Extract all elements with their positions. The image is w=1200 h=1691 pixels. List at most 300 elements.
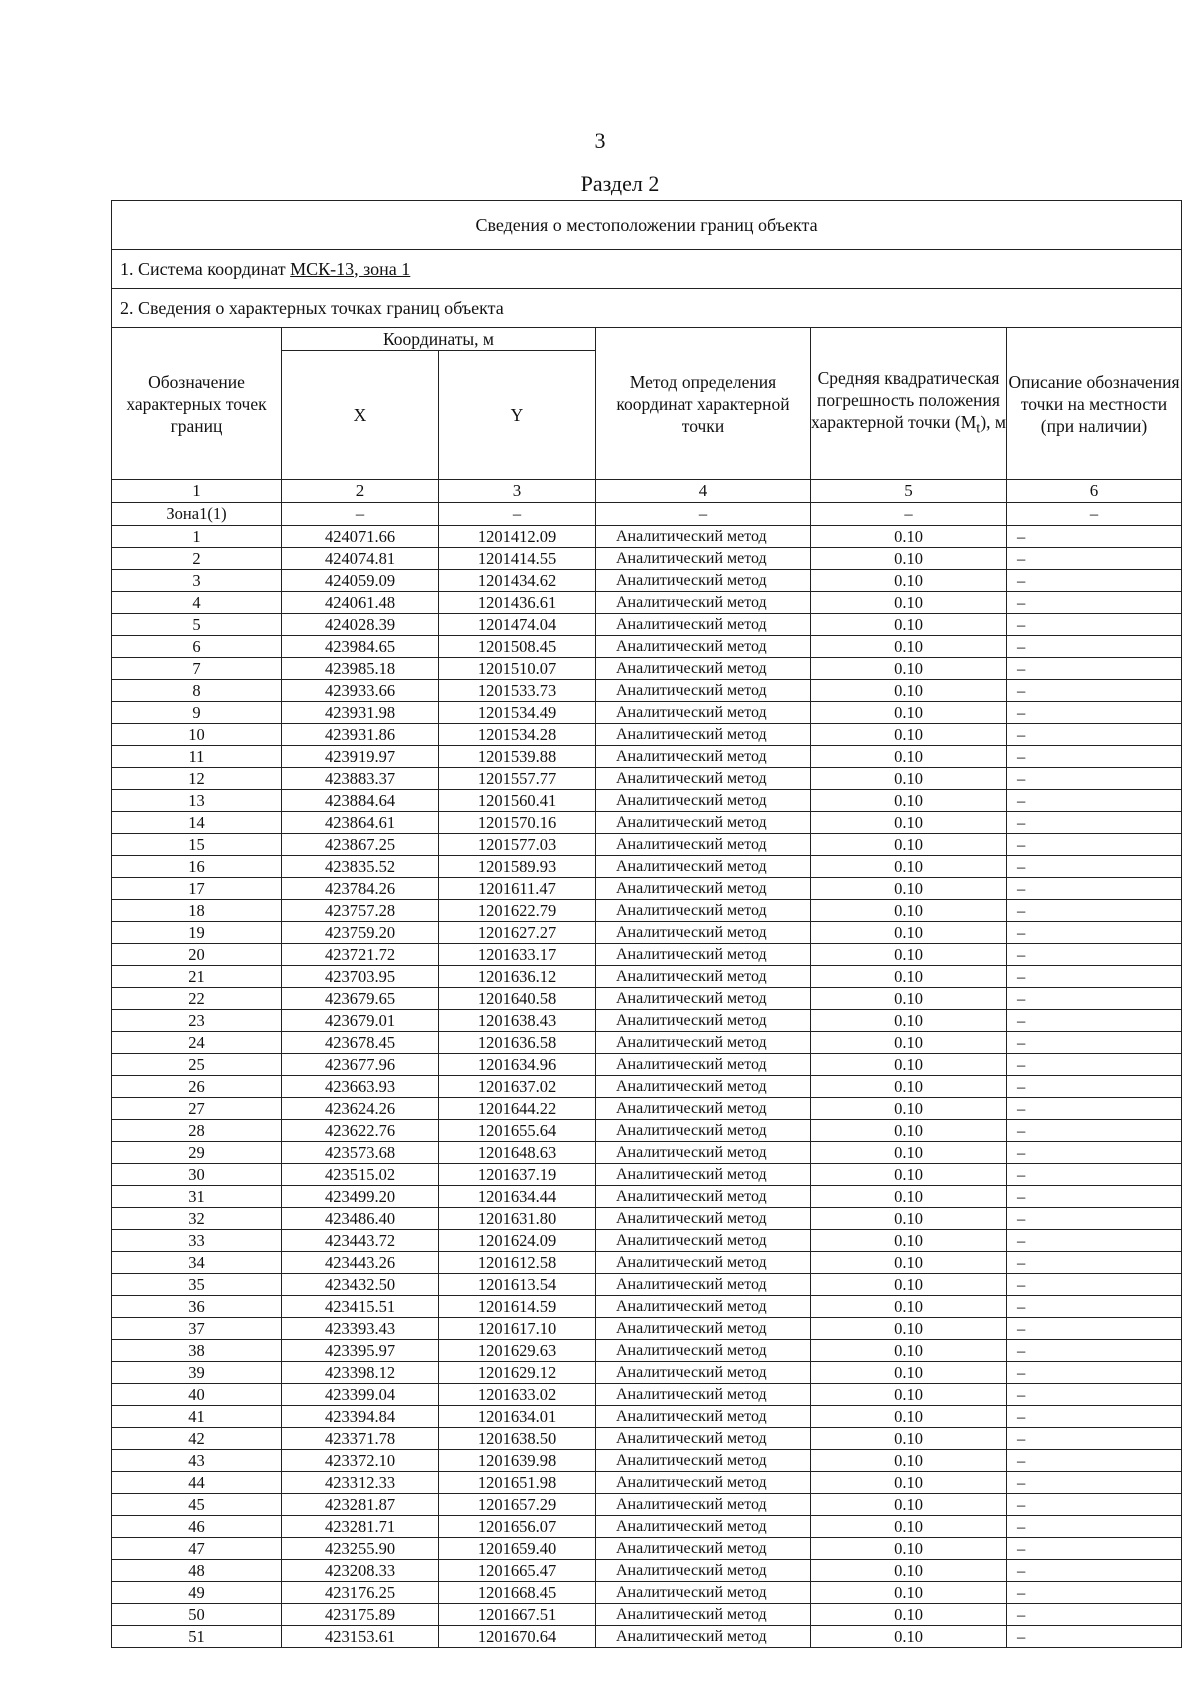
error-value-cell: 0.10	[811, 1252, 1007, 1274]
point-number-cell: 38	[112, 1340, 282, 1362]
error-value-cell: 0.10	[811, 1626, 1007, 1648]
point-number-cell: 17	[112, 878, 282, 900]
method-cell: Аналитический метод	[596, 1604, 811, 1626]
error-value-cell: 0.10	[811, 900, 1007, 922]
coord-y-cell: 1201629.63	[439, 1340, 596, 1362]
coord-x-cell: 423757.28	[282, 900, 439, 922]
zone-cell: –	[811, 503, 1007, 526]
error-value-cell: 0.10	[811, 1208, 1007, 1230]
coord-x-cell: 423281.87	[282, 1494, 439, 1516]
method-cell: Аналитический метод	[596, 878, 811, 900]
coord-x-cell: 423624.26	[282, 1098, 439, 1120]
method-cell: Аналитический метод	[596, 1164, 811, 1186]
coord-x-cell: 423622.76	[282, 1120, 439, 1142]
coord-y-cell: 1201665.47	[439, 1560, 596, 1582]
zone-cell: –	[439, 503, 596, 526]
coord-x-cell: 423573.68	[282, 1142, 439, 1164]
coord-x-cell: 423679.65	[282, 988, 439, 1010]
description-cell: –	[1007, 1208, 1182, 1230]
coord-y-cell: 1201622.79	[439, 900, 596, 922]
error-value-cell: 0.10	[811, 592, 1007, 614]
table-row	[112, 966, 1182, 988]
point-number-cell: 24	[112, 1032, 282, 1054]
table-row	[112, 1274, 1182, 1296]
description-cell: –	[1007, 1516, 1182, 1538]
coord-y-cell: 1201624.09	[439, 1230, 596, 1252]
column-number: 3	[439, 480, 596, 503]
coordinate-system-line	[112, 250, 1182, 289]
error-value-cell: 0.10	[811, 1428, 1007, 1450]
coord-y-cell: 1201534.28	[439, 724, 596, 746]
description-cell: –	[1007, 658, 1182, 680]
method-cell: Аналитический метод	[596, 1076, 811, 1098]
description-cell: –	[1007, 1098, 1182, 1120]
description-cell: –	[1007, 702, 1182, 724]
table-row	[112, 1098, 1182, 1120]
coord-y-cell: 1201534.49	[439, 702, 596, 724]
coord-x-cell: 423399.04	[282, 1384, 439, 1406]
description-cell: –	[1007, 1120, 1182, 1142]
point-number-cell: 32	[112, 1208, 282, 1230]
coord-y-cell: 1201557.77	[439, 768, 596, 790]
column-number: 2	[282, 480, 439, 503]
point-number-cell: 44	[112, 1472, 282, 1494]
coord-y-cell: 1201656.07	[439, 1516, 596, 1538]
point-number-cell: 46	[112, 1516, 282, 1538]
coord-x-cell: 423931.86	[282, 724, 439, 746]
point-number-cell: 33	[112, 1230, 282, 1252]
table-row	[112, 988, 1182, 1010]
method-cell: Аналитический метод	[596, 944, 811, 966]
coord-x-cell: 423312.33	[282, 1472, 439, 1494]
coord-x-cell: 423393.43	[282, 1318, 439, 1340]
coord-x-cell: 423443.72	[282, 1230, 439, 1252]
coord-y-cell: 1201613.54	[439, 1274, 596, 1296]
table-row	[112, 1186, 1182, 1208]
coord-y-cell: 1201629.12	[439, 1362, 596, 1384]
table-row	[112, 724, 1182, 746]
point-number-cell: 19	[112, 922, 282, 944]
point-number-cell: 27	[112, 1098, 282, 1120]
point-number-cell: 14	[112, 812, 282, 834]
description-cell: –	[1007, 1252, 1182, 1274]
coord-x-cell: 423432.50	[282, 1274, 439, 1296]
description-cell: –	[1007, 1406, 1182, 1428]
method-cell: Аналитический метод	[596, 1340, 811, 1362]
column-number: 1	[112, 480, 282, 503]
point-number-cell: 45	[112, 1494, 282, 1516]
description-cell: –	[1007, 768, 1182, 790]
error-value-cell: 0.10	[811, 1076, 1007, 1098]
method-cell: Аналитический метод	[596, 1120, 811, 1142]
error-value-cell: 0.10	[811, 614, 1007, 636]
column-number: 5	[811, 480, 1007, 503]
coord-y-cell: 1201577.03	[439, 834, 596, 856]
point-number-cell: 48	[112, 1560, 282, 1582]
table-row	[112, 1406, 1182, 1428]
error-value-cell: 0.10	[811, 1010, 1007, 1032]
point-number-cell: 34	[112, 1252, 282, 1274]
coord-y-cell: 1201636.58	[439, 1032, 596, 1054]
error-value-cell: 0.10	[811, 1186, 1007, 1208]
description-cell: –	[1007, 1362, 1182, 1384]
method-cell: Аналитический метод	[596, 592, 811, 614]
method-cell: Аналитический метод	[596, 1186, 811, 1208]
coord-y-cell: 1201670.64	[439, 1626, 596, 1648]
error-value-cell: 0.10	[811, 988, 1007, 1010]
table-row	[112, 636, 1182, 658]
table-row	[112, 856, 1182, 878]
point-number-cell: 50	[112, 1604, 282, 1626]
point-number-cell: 23	[112, 1010, 282, 1032]
page-number: 3	[594, 128, 606, 153]
coord-x-cell: 424061.48	[282, 592, 439, 614]
coordinate-system-label: 1. Система координат	[120, 258, 291, 279]
coord-y-cell: 1201539.88	[439, 746, 596, 768]
error-value-cell: 0.10	[811, 790, 1007, 812]
description-cell: –	[1007, 790, 1182, 812]
coord-x-cell: 423721.72	[282, 944, 439, 966]
coord-y-cell: 1201570.16	[439, 812, 596, 834]
error-value-cell: 0.10	[811, 922, 1007, 944]
coord-y-cell: 1201633.02	[439, 1384, 596, 1406]
coord-x-cell: 423415.51	[282, 1296, 439, 1318]
table-row	[112, 1010, 1182, 1032]
method-cell: Аналитический метод	[596, 1450, 811, 1472]
header-y: Y	[439, 351, 596, 480]
coord-y-cell: 1201508.45	[439, 636, 596, 658]
description-cell: –	[1007, 966, 1182, 988]
method-cell: Аналитический метод	[596, 570, 811, 592]
description-cell: –	[1007, 1472, 1182, 1494]
coord-x-cell: 424059.09	[282, 570, 439, 592]
point-number-cell: 4	[112, 592, 282, 614]
table-row	[112, 702, 1182, 724]
error-value-cell: 0.10	[811, 878, 1007, 900]
error-value-cell: 0.10	[811, 1296, 1007, 1318]
coord-x-cell: 423208.33	[282, 1560, 439, 1582]
table-row	[112, 1472, 1182, 1494]
coord-x-cell: 423933.66	[282, 680, 439, 702]
description-cell: –	[1007, 1428, 1182, 1450]
coord-x-cell: 423984.65	[282, 636, 439, 658]
error-value-cell: 0.10	[811, 1318, 1007, 1340]
coord-y-cell: 1201533.73	[439, 680, 596, 702]
coord-x-cell: 423255.90	[282, 1538, 439, 1560]
description-cell: –	[1007, 856, 1182, 878]
error-value-cell: 0.10	[811, 944, 1007, 966]
header-description: Описание обозначения точки на местности (при наличии)	[1007, 328, 1182, 480]
coord-y-cell: 1201631.80	[439, 1208, 596, 1230]
coord-x-cell: 423678.45	[282, 1032, 439, 1054]
header-method: Метод определения координат характерной точки	[596, 328, 811, 480]
description-cell: –	[1007, 526, 1182, 548]
coord-y-cell: 1201640.58	[439, 988, 596, 1010]
description-cell: –	[1007, 548, 1182, 570]
table-row	[112, 1560, 1182, 1582]
method-cell: Аналитический метод	[596, 1494, 811, 1516]
description-cell: –	[1007, 1274, 1182, 1296]
coord-y-cell: 1201637.19	[439, 1164, 596, 1186]
error-value-cell: 0.10	[811, 702, 1007, 724]
coord-y-cell: 1201633.17	[439, 944, 596, 966]
description-cell: –	[1007, 1142, 1182, 1164]
description-cell: –	[1007, 1384, 1182, 1406]
coord-y-cell: 1201510.07	[439, 658, 596, 680]
point-number-cell: 28	[112, 1120, 282, 1142]
coord-x-cell: 423486.40	[282, 1208, 439, 1230]
point-number-cell: 5	[112, 614, 282, 636]
header-designation: Обозначение характерных точек границ	[112, 328, 282, 480]
method-cell: Аналитический метод	[596, 856, 811, 878]
coord-x-cell: 423883.37	[282, 768, 439, 790]
coord-x-cell: 423281.71	[282, 1516, 439, 1538]
coord-y-cell: 1201614.59	[439, 1296, 596, 1318]
table-row	[112, 1230, 1182, 1252]
description-cell: –	[1007, 746, 1182, 768]
coord-x-cell: 423663.93	[282, 1076, 439, 1098]
coord-y-cell: 1201611.47	[439, 878, 596, 900]
points-caption: 2. Сведения о характерных точках границ объекта	[112, 289, 1182, 328]
coord-y-cell: 1201657.29	[439, 1494, 596, 1516]
method-cell: Аналитический метод	[596, 1582, 811, 1604]
coord-x-cell: 423394.84	[282, 1406, 439, 1428]
coord-y-cell: 1201648.63	[439, 1142, 596, 1164]
coord-y-cell: 1201434.62	[439, 570, 596, 592]
zone-cell: –	[596, 503, 811, 526]
description-cell: –	[1007, 1538, 1182, 1560]
method-cell: Аналитический метод	[596, 922, 811, 944]
table-row	[112, 1120, 1182, 1142]
method-cell: Аналитический метод	[596, 768, 811, 790]
error-value-cell: 0.10	[811, 1032, 1007, 1054]
table-row	[112, 922, 1182, 944]
coord-y-cell: 1201644.22	[439, 1098, 596, 1120]
coord-y-cell: 1201637.02	[439, 1076, 596, 1098]
point-number-cell: 39	[112, 1362, 282, 1384]
error-value-cell: 0.10	[811, 1362, 1007, 1384]
table-row	[112, 1142, 1182, 1164]
point-number-cell: 10	[112, 724, 282, 746]
coord-x-cell: 423499.20	[282, 1186, 439, 1208]
method-cell: Аналитический метод	[596, 548, 811, 570]
point-number-cell: 31	[112, 1186, 282, 1208]
coord-x-cell: 423703.95	[282, 966, 439, 988]
method-cell: Аналитический метод	[596, 1516, 811, 1538]
description-cell: –	[1007, 878, 1182, 900]
table-row	[112, 1318, 1182, 1340]
point-number-cell: 12	[112, 768, 282, 790]
method-cell: Аналитический метод	[596, 614, 811, 636]
point-number-cell: 49	[112, 1582, 282, 1604]
point-number-cell: 3	[112, 570, 282, 592]
description-cell: –	[1007, 922, 1182, 944]
point-number-cell: 2	[112, 548, 282, 570]
coord-y-cell: 1201638.50	[439, 1428, 596, 1450]
description-cell: –	[1007, 1054, 1182, 1076]
error-value-cell: 0.10	[811, 1142, 1007, 1164]
error-value-cell: 0.10	[811, 1494, 1007, 1516]
description-cell: –	[1007, 1230, 1182, 1252]
error-value-cell: 0.10	[811, 1516, 1007, 1538]
method-cell: Аналитический метод	[596, 988, 811, 1010]
coord-x-cell: 423867.25	[282, 834, 439, 856]
coord-y-cell: 1201651.98	[439, 1472, 596, 1494]
description-cell: –	[1007, 900, 1182, 922]
coord-x-cell: 423759.20	[282, 922, 439, 944]
description-cell: –	[1007, 1032, 1182, 1054]
method-cell: Аналитический метод	[596, 1032, 811, 1054]
coord-x-cell: 424074.81	[282, 548, 439, 570]
table-row	[112, 768, 1182, 790]
error-value-cell: 0.10	[811, 768, 1007, 790]
method-cell: Аналитический метод	[596, 790, 811, 812]
point-number-cell: 21	[112, 966, 282, 988]
description-cell: –	[1007, 1318, 1182, 1340]
method-cell: Аналитический метод	[596, 1208, 811, 1230]
section-title: Раздел 2	[580, 171, 660, 196]
coord-x-cell: 423515.02	[282, 1164, 439, 1186]
table-row	[112, 1384, 1182, 1406]
description-cell: –	[1007, 570, 1182, 592]
coord-y-cell: 1201634.96	[439, 1054, 596, 1076]
table-row	[112, 1626, 1182, 1648]
coord-x-cell: 423443.26	[282, 1252, 439, 1274]
method-cell: Аналитический метод	[596, 1362, 811, 1384]
point-number-cell: 1	[112, 526, 282, 548]
table-row	[112, 658, 1182, 680]
point-number-cell: 15	[112, 834, 282, 856]
description-cell: –	[1007, 834, 1182, 856]
method-cell: Аналитический метод	[596, 1318, 811, 1340]
method-cell: Аналитический метод	[596, 900, 811, 922]
table-title: Сведения о местоположении границ объекта	[112, 201, 1182, 250]
header-error-text: Средняя квадратическая погрешность положения характерной точки (M	[811, 368, 1000, 433]
error-value-cell: 0.10	[811, 812, 1007, 834]
point-number-cell: 36	[112, 1296, 282, 1318]
coord-x-cell: 423784.26	[282, 878, 439, 900]
point-number-cell: 18	[112, 900, 282, 922]
coord-y-cell: 1201634.01	[439, 1406, 596, 1428]
header-error-subscript: t	[976, 420, 981, 437]
table-row	[112, 570, 1182, 592]
table-row	[112, 900, 1182, 922]
error-value-cell: 0.10	[811, 526, 1007, 548]
error-value-cell: 0.10	[811, 724, 1007, 746]
point-number-cell: 13	[112, 790, 282, 812]
description-cell: –	[1007, 636, 1182, 658]
method-cell: Аналитический метод	[596, 1428, 811, 1450]
error-value-cell: 0.10	[811, 966, 1007, 988]
method-cell: Аналитический метод	[596, 658, 811, 680]
coord-x-cell: 423176.25	[282, 1582, 439, 1604]
table-row	[112, 790, 1182, 812]
description-cell: –	[1007, 812, 1182, 834]
table-row	[112, 1494, 1182, 1516]
description-cell: –	[1007, 1494, 1182, 1516]
point-number-cell: 16	[112, 856, 282, 878]
coord-x-cell: 423919.97	[282, 746, 439, 768]
method-cell: Аналитический метод	[596, 680, 811, 702]
header-x: X	[282, 351, 439, 480]
error-value-cell: 0.10	[811, 548, 1007, 570]
coord-x-cell: 424028.39	[282, 614, 439, 636]
point-number-cell: 26	[112, 1076, 282, 1098]
table-row	[112, 1362, 1182, 1384]
error-value-cell: 0.10	[811, 1384, 1007, 1406]
description-cell: –	[1007, 1010, 1182, 1032]
coord-y-cell: 1201412.09	[439, 526, 596, 548]
error-value-cell: 0.10	[811, 636, 1007, 658]
description-cell: –	[1007, 592, 1182, 614]
column-number: 4	[596, 480, 811, 503]
coord-y-cell: 1201589.93	[439, 856, 596, 878]
description-cell: –	[1007, 944, 1182, 966]
column-number: 6	[1007, 480, 1182, 503]
description-cell: –	[1007, 724, 1182, 746]
coord-y-cell: 1201667.51	[439, 1604, 596, 1626]
header-coordinates: Координаты, м	[282, 328, 596, 351]
error-value-cell: 0.10	[811, 746, 1007, 768]
coord-x-cell: 423395.97	[282, 1340, 439, 1362]
table-row	[112, 944, 1182, 966]
method-cell: Аналитический метод	[596, 812, 811, 834]
point-number-cell: 35	[112, 1274, 282, 1296]
coord-x-cell: 424071.66	[282, 526, 439, 548]
table-row	[112, 680, 1182, 702]
coord-x-cell: 423931.98	[282, 702, 439, 724]
coord-y-cell: 1201638.43	[439, 1010, 596, 1032]
error-value-cell: 0.10	[811, 1450, 1007, 1472]
point-number-cell: 51	[112, 1626, 282, 1648]
error-value-cell: 0.10	[811, 1560, 1007, 1582]
method-cell: Аналитический метод	[596, 1098, 811, 1120]
coordinate-system-value: МСК-13, зона 1	[290, 258, 411, 279]
coord-y-cell: 1201634.44	[439, 1186, 596, 1208]
point-number-cell: 9	[112, 702, 282, 724]
method-cell: Аналитический метод	[596, 526, 811, 548]
error-value-cell: 0.10	[811, 1406, 1007, 1428]
table-row	[112, 1252, 1182, 1274]
description-cell: –	[1007, 1604, 1182, 1626]
point-number-cell: 29	[112, 1142, 282, 1164]
zone-cell: Зона1(1)	[112, 503, 282, 526]
description-cell: –	[1007, 1076, 1182, 1098]
coord-x-cell: 423372.10	[282, 1450, 439, 1472]
method-cell: Аналитический метод	[596, 702, 811, 724]
table-row	[112, 1428, 1182, 1450]
table-row	[112, 1450, 1182, 1472]
coord-y-cell: 1201436.61	[439, 592, 596, 614]
coord-y-cell: 1201639.98	[439, 1450, 596, 1472]
error-value-cell: 0.10	[811, 1230, 1007, 1252]
point-number-cell: 8	[112, 680, 282, 702]
method-cell: Аналитический метод	[596, 1010, 811, 1032]
coord-x-cell: 423398.12	[282, 1362, 439, 1384]
table-row	[112, 834, 1182, 856]
coord-y-cell: 1201655.64	[439, 1120, 596, 1142]
error-value-cell: 0.10	[811, 570, 1007, 592]
coord-y-cell: 1201474.04	[439, 614, 596, 636]
point-number-cell: 30	[112, 1164, 282, 1186]
table-row	[112, 548, 1182, 570]
point-number-cell: 47	[112, 1538, 282, 1560]
point-number-cell: 22	[112, 988, 282, 1010]
error-value-cell: 0.10	[811, 1164, 1007, 1186]
table-row	[112, 1164, 1182, 1186]
error-value-cell: 0.10	[811, 1120, 1007, 1142]
description-cell: –	[1007, 1626, 1182, 1648]
